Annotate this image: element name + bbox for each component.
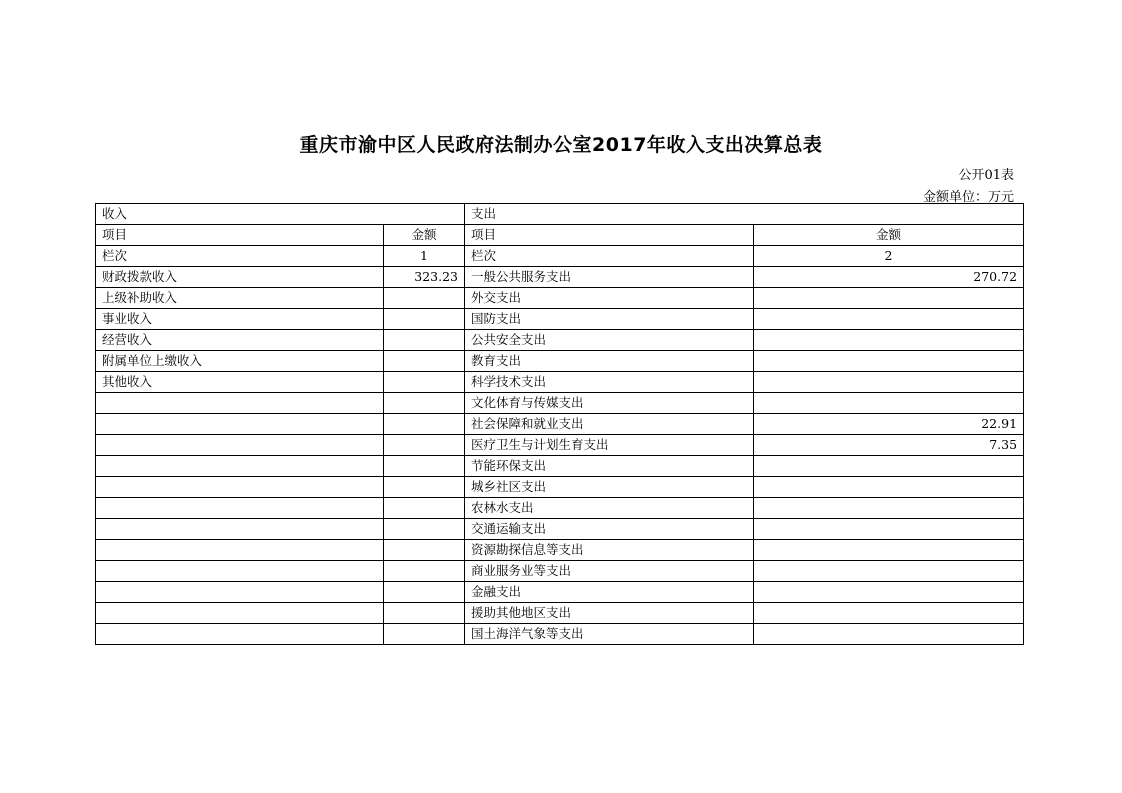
expense-item-cell: 医疗卫生与计划生育支出 [465, 435, 754, 456]
table-row [96, 288, 1024, 309]
expense-item-cell: 教育支出 [465, 351, 754, 372]
expense-item-cell: 资源勘探信息等支出 [465, 540, 754, 561]
income-amount-cell [384, 624, 465, 645]
table-row [96, 393, 1024, 414]
expense-item-header: 项目 [465, 225, 754, 246]
income-amount-cell [384, 372, 465, 393]
income-item-header: 项目 [96, 225, 384, 246]
table-body [96, 204, 1024, 645]
expense-item-cell: 社会保障和就业支出 [465, 414, 754, 435]
income-amount-cell [384, 435, 465, 456]
expense-column-no: 2 [754, 246, 1024, 267]
income-amount-cell [384, 498, 465, 519]
table-row [96, 624, 1024, 645]
income-amount-cell [384, 351, 465, 372]
expense-item-cell: 援助其他地区支出 [465, 603, 754, 624]
expense-amount-cell [754, 498, 1024, 519]
page-title: 重庆市渝中区人民政府法制办公室2017年收入支出决算总表 [299, 134, 823, 156]
expense-amount-cell [754, 456, 1024, 477]
expense-section-header: 支出 [465, 204, 1024, 225]
table-row [96, 519, 1024, 540]
expense-amount-cell [754, 351, 1024, 372]
income-item-cell [96, 456, 384, 477]
expense-item-cell: 金融支出 [465, 582, 754, 603]
table-row [96, 582, 1024, 603]
income-item-cell [96, 414, 384, 435]
income-item-cell [96, 603, 384, 624]
expense-amount-cell [754, 288, 1024, 309]
income-amount-cell [384, 330, 465, 351]
expense-item-cell: 外交支出 [465, 288, 754, 309]
expense-amount-cell [754, 393, 1024, 414]
income-amount-cell [384, 393, 465, 414]
expense-item-cell: 科学技术支出 [465, 372, 754, 393]
income-item-cell [96, 624, 384, 645]
income-item-cell [96, 540, 384, 561]
income-amount-cell [384, 561, 465, 582]
form-code: 公开01表 [958, 168, 1014, 183]
table-row [96, 309, 1024, 330]
expense-item-cell: 城乡社区支出 [465, 477, 754, 498]
expense-amount-cell: 22.91 [754, 414, 1024, 435]
income-amount-cell [384, 414, 465, 435]
expense-amount-cell [754, 330, 1024, 351]
income-item-cell: 附属单位上缴收入 [96, 351, 384, 372]
table-row [96, 456, 1024, 477]
budget-table [95, 203, 1024, 645]
income-item-cell [96, 519, 384, 540]
expense-item-cell: 商业服务业等支出 [465, 561, 754, 582]
income-amount-cell: 323.23 [384, 267, 465, 288]
income-item-cell [96, 561, 384, 582]
income-item-cell [96, 393, 384, 414]
expense-amount-cell: 270.72 [754, 267, 1024, 288]
expense-item-cell: 节能环保支出 [465, 456, 754, 477]
income-amount-cell [384, 519, 465, 540]
expense-amount-cell [754, 561, 1024, 582]
table-row [96, 498, 1024, 519]
income-amount-cell [384, 540, 465, 561]
expense-amount-cell [754, 603, 1024, 624]
expense-amount-cell [754, 519, 1024, 540]
table-row [96, 330, 1024, 351]
expense-amount-cell [754, 540, 1024, 561]
expense-item-cell: 农林水支出 [465, 498, 754, 519]
expense-amount-cell [754, 372, 1024, 393]
income-amount-header: 金额 [384, 225, 465, 246]
income-amount-cell [384, 309, 465, 330]
income-item-cell [96, 582, 384, 603]
table-row [96, 435, 1024, 456]
income-item-cell: 经营收入 [96, 330, 384, 351]
table-row [96, 372, 1024, 393]
expense-item-cell: 一般公共服务支出 [465, 267, 754, 288]
income-item-cell [96, 435, 384, 456]
income-item-cell: 其他收入 [96, 372, 384, 393]
expense-amount-header: 金额 [754, 225, 1024, 246]
income-item-cell: 财政拨款收入 [96, 267, 384, 288]
table-row [96, 540, 1024, 561]
table-row [96, 477, 1024, 498]
column-header-row [96, 225, 1024, 246]
income-amount-cell [384, 288, 465, 309]
column-number-row [96, 246, 1024, 267]
expense-amount-cell [754, 309, 1024, 330]
income-item-cell [96, 477, 384, 498]
income-amount-cell [384, 603, 465, 624]
income-column-no: 1 [384, 246, 465, 267]
income-amount-cell [384, 456, 465, 477]
unit-label: 金额单位：万元 [922, 190, 1014, 205]
expense-item-cell: 国土海洋气象等支出 [465, 624, 754, 645]
income-amount-cell [384, 477, 465, 498]
table-row [96, 414, 1024, 435]
section-header-row [96, 204, 1024, 225]
expense-column-no-label: 栏次 [465, 246, 754, 267]
expense-amount-cell: 7.35 [754, 435, 1024, 456]
income-column-no-label: 栏次 [96, 246, 384, 267]
table-row [96, 351, 1024, 372]
expense-amount-cell [754, 624, 1024, 645]
expense-amount-cell [754, 582, 1024, 603]
table-row [96, 561, 1024, 582]
expense-amount-cell [754, 477, 1024, 498]
income-item-cell: 事业收入 [96, 309, 384, 330]
expense-item-cell: 国防支出 [465, 309, 754, 330]
income-item-cell: 上级补助收入 [96, 288, 384, 309]
income-item-cell [96, 498, 384, 519]
expense-item-cell: 公共安全支出 [465, 330, 754, 351]
table-row [96, 603, 1024, 624]
income-amount-cell [384, 582, 465, 603]
expense-item-cell: 文化体育与传媒支出 [465, 393, 754, 414]
expense-item-cell: 交通运输支出 [465, 519, 754, 540]
table-row [96, 267, 1024, 288]
income-section-header: 收入 [96, 204, 465, 225]
